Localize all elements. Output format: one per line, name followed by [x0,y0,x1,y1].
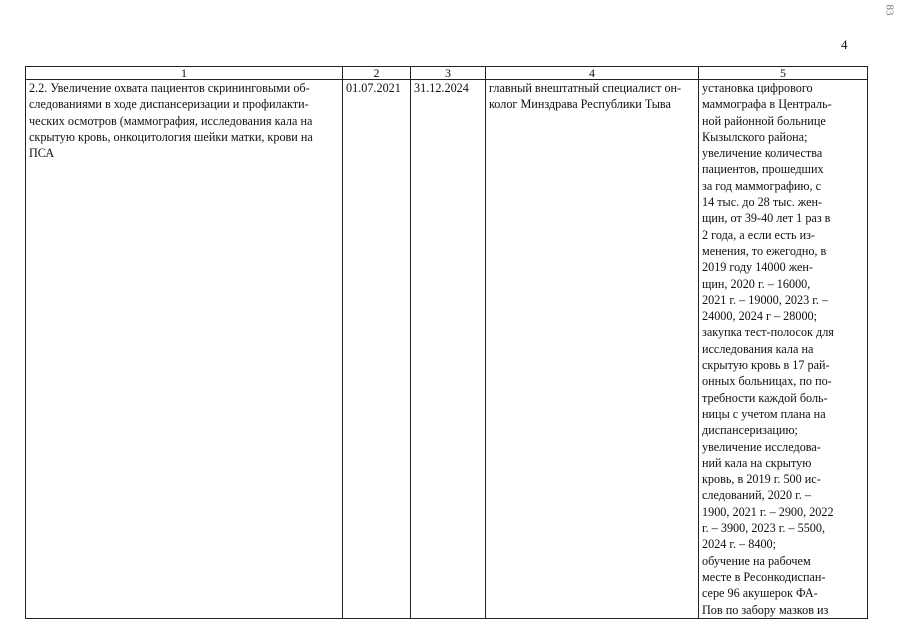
expected-result-text: установка цифрового маммографа в Централь- ной районной больнице Кызылского района; увеличение количества пациентов, прошедших за год маммографию, с 14 тыс. до 28 тыс. жен- щин, от 39-40 лет 1 раз в 2 года, а если есть из- менения, то ежегодно, в 2019 году 14000 жен- щин, 2020 г. – 16000, 2021 г. – 19000, 2023 г. – 24000, 2024 г – 28000; закупка тест-полосок для исследования кала на скрытую кровь в 17 рай- онных больницах, по по- требности каждой боль- ницы с учетом плана на диспансеризацию; увеличение исследова- ний кала на скрытую кровь, в 2019 г. 500 ис- следований, 2020 г. – 1900, 2021 г. – 2900, 2022 г. – 3900, 2023 г. – 5500, 2024 г. – 8400; обучение на рабочем месте в Ресонкодиспан- сере 96 акушерок ФА- Пов по забору мазков из [702,81,834,617]
column-number-5: 5 [699,67,868,80]
responsible-cell [486,80,699,619]
table-row [26,80,868,619]
measure-cell [26,80,343,619]
start-date-cell [343,80,411,619]
archive-page-mark: 83 [883,4,896,16]
result-cell [699,80,868,619]
table-header-row [26,67,868,80]
measure-text: 2.2. Увеличение охвата пациентов скрининговыми об- следованиями в ходе диспансеризации и профилакти- ческих осмотров (маммография, исследования кала на скрытую кровь, онкоцитология шейки матки, крови на ПСА [29,81,313,161]
responsible-person: главный внештатный специалист он- колог Минздрава Республики Тыва [489,81,682,112]
page-number: 4 [841,37,848,52]
end-date-cell [411,80,486,619]
column-number-4: 4 [486,67,699,80]
start-date: 01.07.2021 [346,81,401,95]
plan-table [25,66,868,619]
column-number-3: 3 [411,67,486,80]
column-number-2: 2 [343,67,411,80]
column-number-1: 1 [26,67,343,80]
end-date: 31.12.2024 [414,81,469,95]
